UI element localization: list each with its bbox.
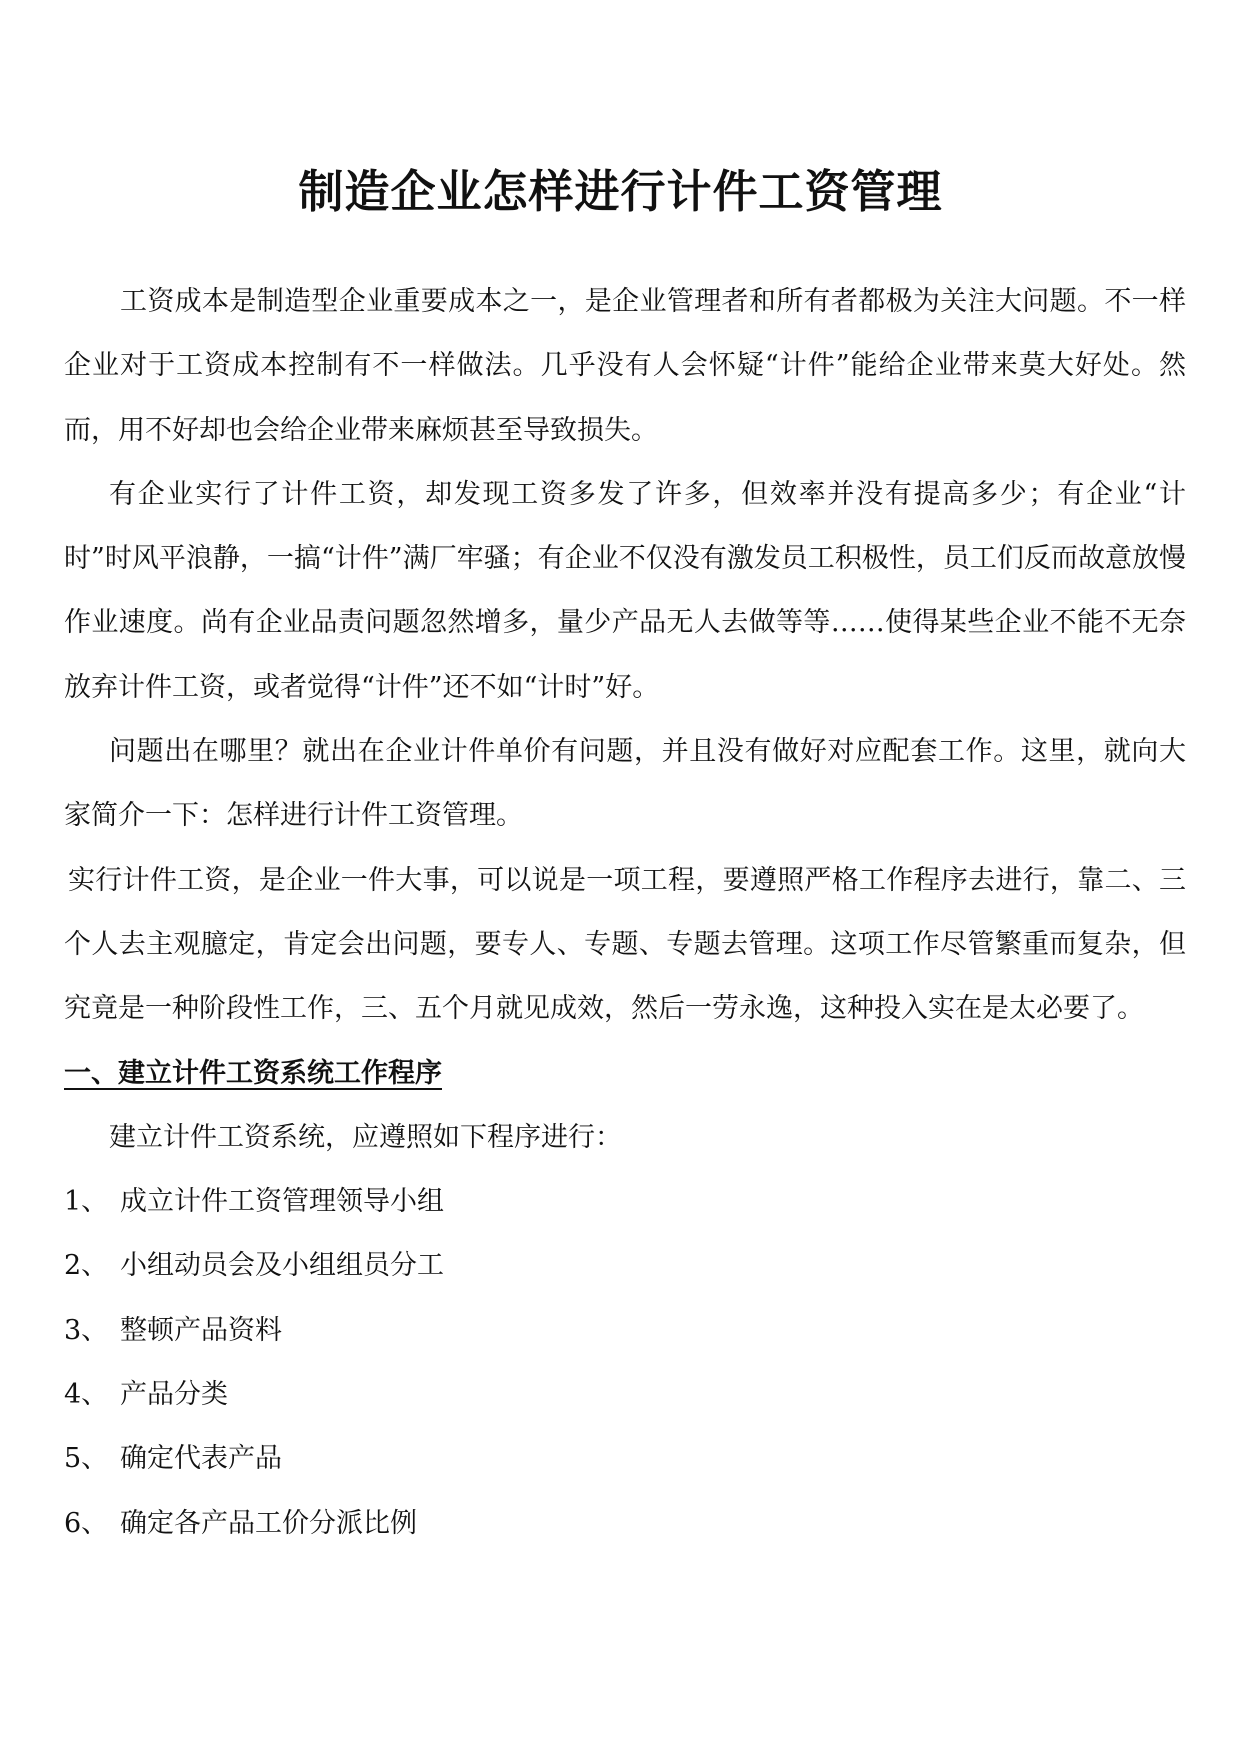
step-number: 6、 (64, 1507, 109, 1539)
step-number: 4、 (64, 1379, 109, 1411)
section-intro: 建立计件工资系统，应遵照如下程序进行： (109, 1121, 622, 1153)
step-text: 确定各产品工价分派比例 (120, 1507, 417, 1539)
step-text: 成立计件工资管理领导小组 (120, 1185, 444, 1217)
document-title: 制造企业怎样进行计件工资管理 (298, 165, 943, 219)
document-body (64, 270, 1186, 1556)
step-text: 整顿产品资料 (120, 1314, 282, 1346)
step-text: 小组动员会及小组组员分工 (120, 1250, 444, 1282)
step-number: 1、 (64, 1185, 109, 1217)
section-heading (64, 1042, 1186, 1106)
list-item (64, 1492, 1186, 1556)
step-number: 3、 (64, 1314, 109, 1346)
list-item (64, 1363, 1186, 1427)
step-text: 产品分类 (120, 1379, 228, 1411)
list-item (64, 1427, 1186, 1491)
step-list (64, 1170, 1186, 1556)
section-heading-text: 一、建立计件工资系统工作程序 (64, 1057, 442, 1089)
step-text: 确定代表产品 (120, 1443, 282, 1475)
list-item (64, 1234, 1186, 1298)
list-item (64, 1170, 1186, 1234)
paragraph-problems: 有企业实行了计件工资，却发现工资多发了许多，但效率并没有提高多少；有企业“计时”时风平浪静，一搞“计件”满厂牢骚；有企业不仅没有激发员工积极性，员工们反而故意放慢作业速度。尚有企业品责问题忽然增多，量少产品无人去做等等……使得某些企业不能不无奈放弃计件工资，或者觉得“计件”还不如“计时”好。 (64, 478, 1186, 703)
paragraph-implementation: 实行计件工资，是企业一件大事，可以说是一项工程，要遵照严格工作程序去进行，靠二、三个人去主观臆定，肯定会出问题，要专人、专题、专题去管理。这项工作尽管繁重而复杂，但究竟是一种阶段性工作，三、五个月就见成效，然后一劳永逸，这种投入实在是太必要了。 (64, 864, 1186, 1025)
paragraph-question: 问题出在哪里？就出在企业计件单价有问题，并且没有做好对应配套工作。这里，就向大家简介一下：怎样进行计件工资管理。 (64, 736, 1186, 832)
step-number: 5、 (64, 1443, 109, 1475)
paragraph-intro: 工资成本是制造型企业重要成本之一，是企业管理者和所有者都极为关注大问题。不一样企业对于工资成本控制有不一样做法。几乎没有人会怀疑“计件”能给企业带来莫大好处。然而，用不好却也会给企业带来麻烦甚至导致损失。 (64, 286, 1186, 446)
step-number: 2、 (64, 1250, 109, 1282)
list-item (64, 1299, 1186, 1363)
